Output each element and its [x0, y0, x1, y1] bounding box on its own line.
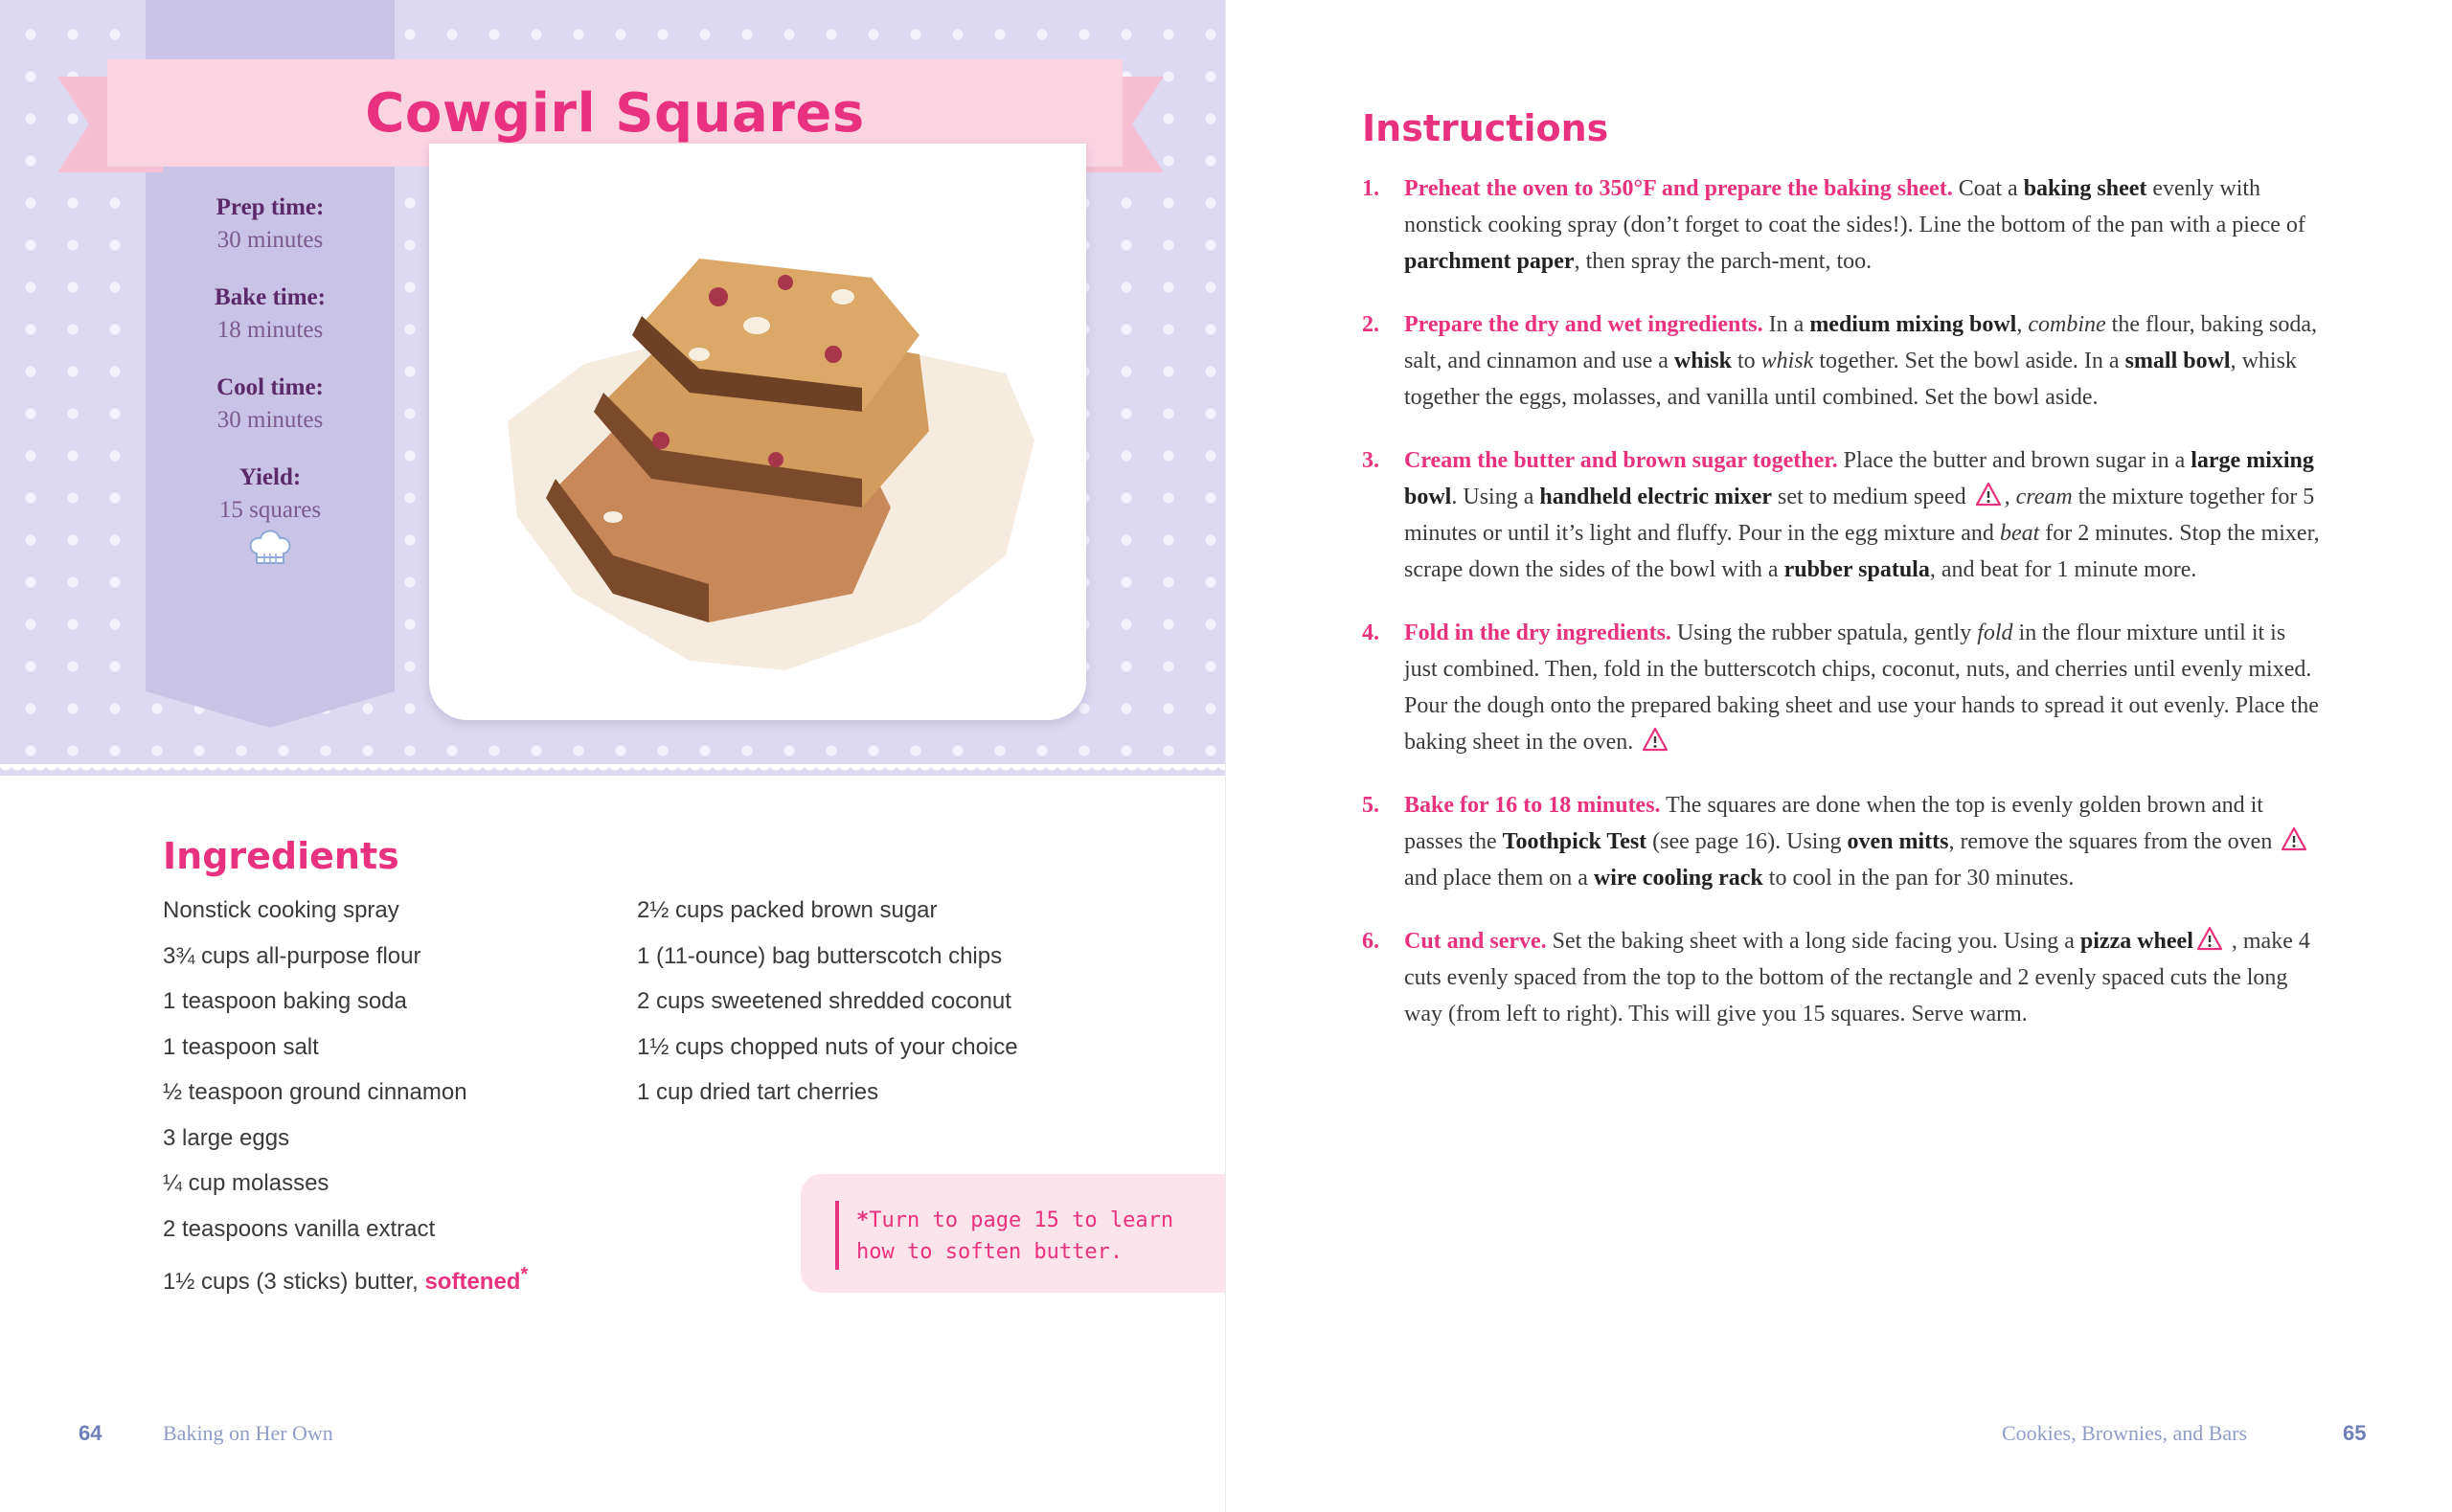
- step-heading: Bake for 16 to 18 minutes.: [1404, 793, 1661, 818]
- step-text: the mixture together for 5 minutes or until it’s light and fluffy. Pour in the egg mixture and: [1404, 485, 2315, 546]
- technique-term: cream: [2015, 485, 2073, 509]
- step-heading: Prepare the dry and wet ingredients.: [1404, 312, 1763, 337]
- prep-time-label: Prep time:: [216, 194, 325, 220]
- tip-accent-bar: [835, 1201, 839, 1270]
- step-text: Set the baking sheet with a long side facing you. Using a: [1546, 929, 2080, 954]
- cool-time: [146, 372, 395, 437]
- list-item: 3 large eggs: [163, 1124, 290, 1151]
- step-text: and place them on a: [1404, 866, 1594, 891]
- equipment-term: baking sheet: [2023, 176, 2147, 201]
- chef-hat-icon: [245, 525, 295, 571]
- tip-text: [856, 1205, 1182, 1268]
- instructions-heading: Instructions: [1362, 107, 1609, 149]
- prep-time-value: 30 minutes: [216, 227, 324, 253]
- step-text: , then spray the parch-ment, too.: [1574, 249, 1873, 274]
- tip-line-1: Turn to page 15 to learn: [869, 1208, 1174, 1232]
- recipe-meta: [146, 192, 395, 552]
- list-item: 2 cups sweetened shredded coconut: [637, 988, 1011, 1014]
- list-item: ¼ cup molasses: [163, 1170, 329, 1196]
- step-4: [1362, 615, 2320, 760]
- step-text: together. Set the bowl aside. In a: [1813, 349, 2125, 373]
- technique-term: whisk: [1760, 349, 1814, 373]
- step-6: [1362, 923, 2320, 1032]
- equipment-term: oven mitts: [1847, 829, 1949, 854]
- step-heading: Cut and serve.: [1404, 929, 1547, 954]
- list-item: 2½ cups packed brown sugar: [637, 897, 938, 923]
- technique-term: beat: [1999, 521, 2040, 546]
- step-text: evenly with nonstick cooking spray (don’t forget to coat the sides!). Line the bottom of the pan with a piece of: [1404, 176, 2305, 237]
- butter-text: 1½ cups (3 sticks) butter,: [163, 1269, 419, 1295]
- step-text: ,: [2004, 485, 2016, 509]
- list-item: 1½ cups chopped nuts of your choice: [637, 1033, 1018, 1060]
- step-3: [1362, 442, 2320, 588]
- tip-star: *: [856, 1208, 870, 1232]
- equipment-term: handheld electric mixer: [1539, 485, 1772, 509]
- equipment-term: small bowl: [2124, 349, 2231, 373]
- equipment-term: wire cooling rack: [1593, 866, 1763, 891]
- ingredients-list-1: [163, 894, 528, 1304]
- list-item: 3¾ cups all-purpose flour: [163, 942, 421, 969]
- instructions-list: [1362, 170, 2320, 1059]
- step-text: in the flour mixture until it is just combined. Then, fold in the butterscotch chips, coconut, nuts, and cherries until evenly mixed. Pour the dough onto the prepared baking sheet and use your hands to spread it out evenly. Place the baking sheet in the oven.: [1404, 621, 2319, 755]
- tip-line-2: how to soften butter.: [856, 1240, 1124, 1264]
- step-text: set to medium speed: [1771, 485, 1972, 509]
- recipe-title: Cowgirl Squares: [365, 81, 865, 145]
- list-item: Nonstick cooking spray: [163, 897, 399, 923]
- step-text: the flour, baking soda, salt, and cinnamon and use a: [1404, 312, 2317, 373]
- list-item: 1 cup dried tart cherries: [637, 1079, 879, 1105]
- step-text: , and beat for 1 minute more.: [1929, 557, 2197, 582]
- list-item: ½ teaspoon ground cinnamon: [163, 1079, 467, 1105]
- gutter: [1225, 0, 1226, 1512]
- bake-time-value: 18 minutes: [216, 317, 324, 343]
- step-number: 1.: [1362, 176, 1379, 201]
- step-text: ,: [2016, 312, 2029, 337]
- step-1: [1362, 170, 2320, 280]
- yield-label: Yield:: [238, 464, 302, 490]
- ingredients-list-2: [637, 894, 1018, 1122]
- list-item: 2 teaspoons vanilla extract: [163, 1215, 436, 1242]
- technique-term: combine: [2028, 312, 2106, 337]
- step-text: In a: [1762, 312, 1810, 337]
- list-item: 1 (11-ounce) bag butterscotch chips: [637, 942, 1003, 969]
- bake-time-label: Bake time:: [215, 284, 326, 310]
- step-text: , whisk together the eggs, molasses, and vanilla until combined. Set the bowl aside.: [1404, 349, 2297, 410]
- step-text: for 2 minutes. Stop the mixer, scrape down the sides of the bowl with a: [1404, 521, 2320, 582]
- yield-value: 15 squares: [218, 497, 322, 523]
- step-text: Place the butter and brown sugar in a: [1837, 448, 2191, 473]
- step-number: 6.: [1362, 929, 1379, 954]
- step-number: 4.: [1362, 621, 1379, 645]
- list-item: [163, 1258, 528, 1304]
- step-text: (see page 16). Using: [1646, 829, 1848, 854]
- page-number-left: 64: [79, 1421, 102, 1445]
- prep-time: [146, 192, 395, 257]
- page-number-right: 65: [2343, 1421, 2367, 1445]
- bake-time: [146, 282, 395, 347]
- equipment-term: rubber spatula: [1783, 557, 1930, 582]
- step-heading: Cream the butter and brown sugar together.: [1404, 448, 1838, 473]
- running-head-left: Baking on Her Own: [163, 1421, 333, 1445]
- warning-icon: [2281, 826, 2307, 851]
- technique-term: fold: [1977, 621, 2013, 645]
- step-text: , make 4 cuts evenly spaced from the top to the bottom of the rectangle and 2 evenly spaced cuts the long way (from left to right). This will give you 15 squares. Serve warm.: [1404, 929, 2310, 1027]
- equipment-term: pizza wheel: [2079, 929, 2193, 954]
- step-number: 5.: [1362, 793, 1379, 818]
- step-heading: Preheat the oven to 350°F and prepare the baking sheet.: [1404, 176, 1953, 201]
- equipment-term: whisk: [1673, 349, 1732, 373]
- warning-icon: [1975, 482, 2002, 507]
- step-number: 2.: [1362, 312, 1379, 337]
- scalloped-edge: [0, 764, 1225, 778]
- step-5: [1362, 787, 2320, 896]
- cowgirl-squares-illustration: [469, 192, 1063, 689]
- step-text: Coat a: [1952, 176, 2024, 201]
- step-text: . Using a: [1451, 485, 1540, 509]
- warning-icon: [1642, 727, 1669, 752]
- list-item: 1 teaspoon baking soda: [163, 988, 407, 1014]
- footnote-star: *: [520, 1264, 529, 1285]
- step-text: to: [1731, 349, 1761, 373]
- equipment-term: parchment paper: [1404, 249, 1575, 274]
- list-item: 1 teaspoon salt: [163, 1033, 319, 1060]
- step-2: [1362, 306, 2320, 416]
- ingredients-heading: Ingredients: [163, 835, 399, 877]
- equipment-term: medium mixing bowl: [1809, 312, 2017, 337]
- cool-time-value: 30 minutes: [216, 407, 324, 433]
- step-heading: Fold in the dry ingredients.: [1404, 621, 1671, 645]
- warning-icon: [2196, 926, 2223, 951]
- step-text: to cool in the pan for 30 minutes.: [1762, 866, 2075, 891]
- step-number: 3.: [1362, 448, 1379, 473]
- softened-link[interactable]: softened: [424, 1269, 521, 1295]
- step-text: Using the rubber spatula, gently: [1670, 621, 1978, 645]
- step-text: , remove the squares from the oven: [1948, 829, 2279, 854]
- cool-time-label: Cool time:: [216, 374, 324, 400]
- equipment-term: large mixing bowl: [1404, 448, 2314, 509]
- yield: [146, 462, 395, 527]
- running-head-right: Cookies, Brownies, and Bars: [2002, 1421, 2248, 1445]
- technique-term: Toothpick Test: [1502, 829, 1647, 854]
- step-text: The squares are done when the top is evenly golden brown and it passes the: [1404, 793, 2263, 854]
